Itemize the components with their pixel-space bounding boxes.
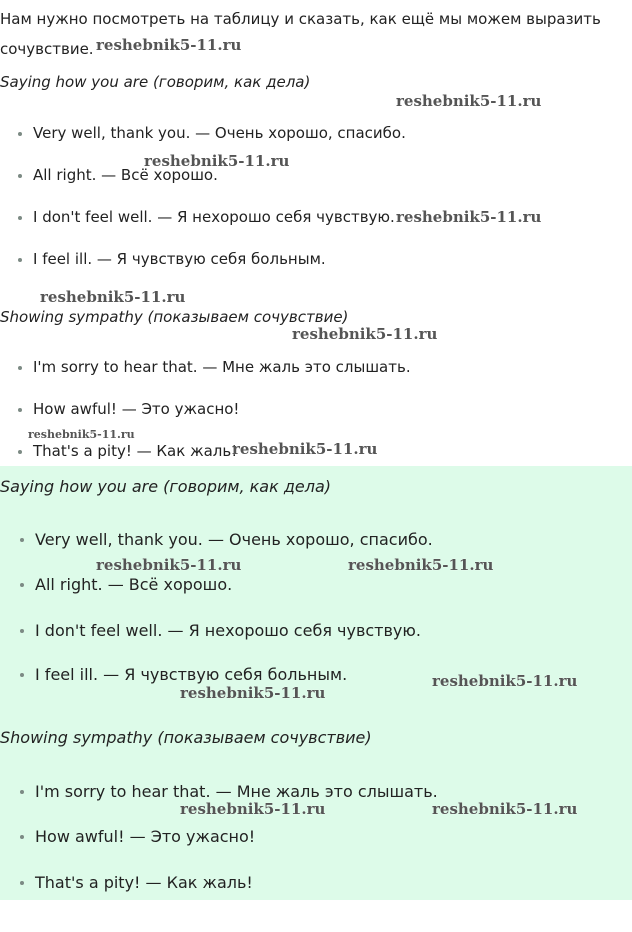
list-item: That's a pity! — Как жаль!	[35, 873, 253, 892]
list-item: I'm sorry to hear that. — Мне жаль это слышать.	[33, 358, 411, 376]
watermark: reshebnik5-11.ru	[180, 800, 326, 818]
watermark: reshebnik5-11.ru	[432, 672, 578, 690]
list-item: I don't feel well. — Я нехорошо себя чувствую.	[33, 208, 395, 226]
list-item: I feel ill. — Я чувствую себя больным.	[33, 250, 326, 268]
watermark: reshebnik5-11.ru	[96, 556, 242, 574]
watermark: reshebnik5-11.ru	[96, 36, 242, 54]
list-item: I feel ill. — Я чувствую себя больным.	[35, 665, 348, 684]
list-item: All right. — Всё хорошо.	[35, 575, 233, 594]
watermark: reshebnik5-11.ru	[348, 556, 494, 574]
list-item: How awful! — Это ужасно!	[35, 827, 256, 846]
list-item: Very well, thank you. — Очень хорошо, спасибо.	[35, 530, 433, 549]
highlight-heading-showing-sympathy: Showing sympathy (показываем сочувствие)	[0, 728, 372, 747]
watermark: reshebnik5-11.ru	[432, 800, 578, 818]
section-heading-saying-how-you-are: Saying how you are (говорим, как дела)	[0, 73, 311, 91]
watermark: reshebnik5-11.ru	[396, 208, 542, 226]
list-item: I don't feel well. — Я нехорошо себя чувствую.	[35, 621, 421, 640]
intro-text: Нам нужно посмотреть на таблицу и сказать, как ещё мы можем выразить сочувствие.	[0, 10, 601, 58]
watermark: reshebnik5-11.ru	[396, 92, 542, 110]
list-item: I'm sorry to hear that. — Мне жаль это слышать.	[35, 782, 438, 801]
watermark: reshebnik5-11.ru	[144, 152, 290, 170]
watermark: reshebnik5-11.ru	[180, 684, 326, 702]
list-item: That's a pity! — Как жаль!	[33, 442, 238, 460]
watermark: reshebnik5-11.ru	[292, 325, 438, 343]
watermark: reshebnik5-11.ru	[28, 428, 135, 441]
list-item: How awful! — Это ужасно!	[33, 400, 240, 418]
highlight-heading-saying-how-you-are: Saying how you are (говорим, как дела)	[0, 477, 332, 496]
section-heading-showing-sympathy: Showing sympathy (показываем сочувствие)	[0, 308, 349, 326]
watermark: reshebnik5-11.ru	[232, 440, 378, 458]
list-item: All right. — Всё хорошо.	[33, 166, 218, 184]
list-item: Very well, thank you. — Очень хорошо, спасибо.	[33, 124, 406, 142]
watermark: reshebnik5-11.ru	[40, 288, 186, 306]
